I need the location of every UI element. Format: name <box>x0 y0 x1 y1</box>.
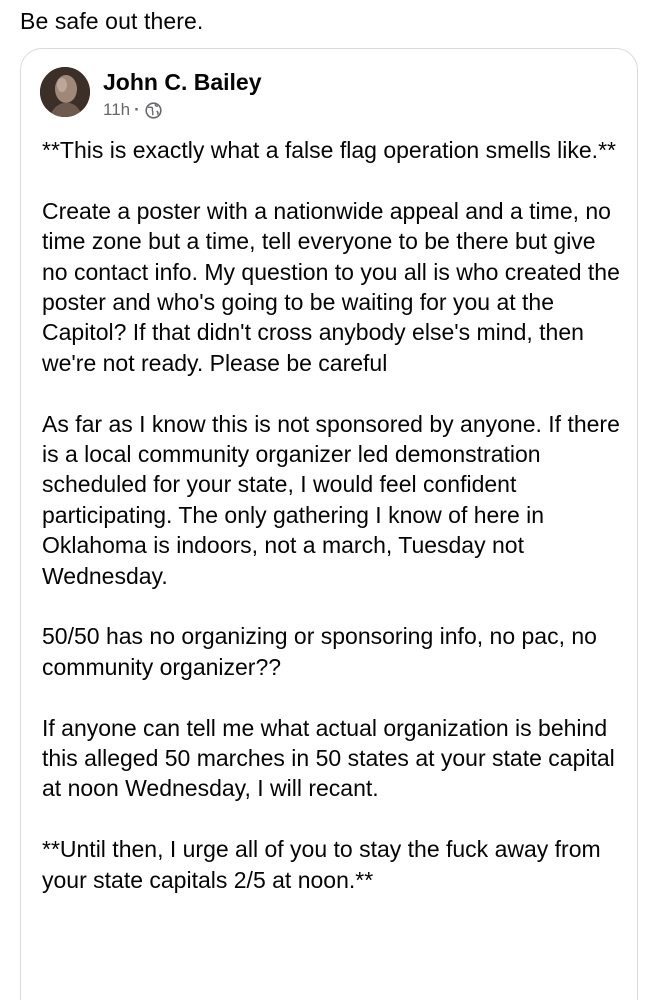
post-paragraph: 50/50 has no organizing or sponsoring info, no pac, no community organizer?? <box>42 623 597 680</box>
post-paragraph: If anyone can tell me what actual organization is behind this alleged 50 marches in 50 states at your state capital at noon Wednesday, I will recant. <box>42 714 615 802</box>
post-paragraph: **Until then, I urge all of you to stay the fuck away from your state capitals 2/5 at noon.** <box>42 836 601 893</box>
post-paragraph: Create a poster with a nationwide appeal and a time, no time zone but a time, tell everyone to be there but give no contact info. My question to you all is who created the poster and who's going to be waiting for you at the Capitol? If that didn't cross anybody else's mind, then we're not ready. Please be careful <box>42 197 620 376</box>
post-paragraph: As far as I know this is not sponsored by anyone. If there is a local community organizer led demonstration scheduled for your state, I would feel confident participating. The only gathering I know of here in Oklahoma is indoors, not a march, Tuesday not Wednesday. <box>42 410 620 589</box>
post-paragraph: **This is exactly what a false flag operation smells like.** <box>42 137 616 163</box>
avatar[interactable] <box>40 67 90 117</box>
avatar-photo-icon <box>40 67 90 117</box>
meta-separator: · <box>134 100 140 119</box>
globe-icon[interactable] <box>145 102 162 119</box>
post-meta <box>103 99 162 121</box>
post-author-name[interactable]: John C. Bailey <box>103 69 262 95</box>
post-timestamp[interactable]: 11h <box>103 100 131 119</box>
shared-post-card[interactable] <box>20 48 638 1000</box>
post-body <box>42 135 627 925</box>
share-caption: Be safe out there. <box>20 8 204 34</box>
